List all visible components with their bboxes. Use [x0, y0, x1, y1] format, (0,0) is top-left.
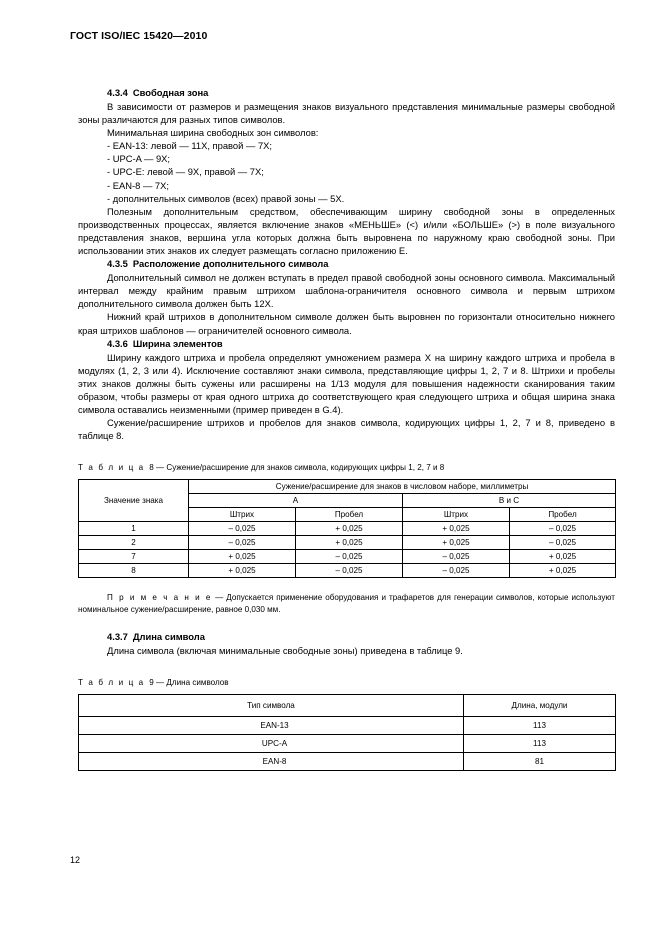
table8: [78, 479, 616, 578]
table-row: [79, 536, 616, 550]
table8-cell-a-bar: – 0,025: [189, 522, 296, 536]
list-item: - UPC-E: левой — 9X, правой — 7X;: [107, 166, 264, 178]
table-row: [79, 753, 616, 771]
section-heading-434: [78, 86, 615, 99]
list-item: - EAN-8 — 7X;: [107, 179, 169, 191]
table8-cell-bc-bar: + 0,025: [403, 536, 510, 550]
table9-cell-length: 113: [464, 717, 616, 735]
table-row: [79, 735, 616, 753]
section-title-436: Ширина элементов: [132, 337, 223, 349]
table8-caption-number: 8: [149, 463, 154, 473]
list-item: - EAN-13: левой — 11X, правой — 7X;: [107, 140, 273, 152]
table8-bc-space-header: Пробел: [510, 508, 616, 522]
table8-cell-a-bar: + 0,025: [189, 564, 296, 578]
table8-cell-bc-bar: – 0,025: [403, 564, 510, 578]
list-item: - дополнительных символов (всех) правой зоны — 5X.: [107, 192, 345, 204]
table8-cell-bc-bar: – 0,025: [403, 550, 510, 564]
table9-caption: [78, 677, 615, 689]
table8-span-header: Сужение/расширение для знаков в числовом наборе, миллиметры: [189, 480, 616, 494]
paragraph-434-1: В зависимости от размеров и размещения знаков визуального представления минимальные размеры свободной зоны различаются для разных типов символов.: [78, 101, 615, 126]
table9-caption-label: Т а б л и ц а: [78, 678, 145, 688]
section-number-435: 4.3.5: [107, 258, 128, 270]
table-row: [79, 550, 616, 564]
page-number: 12: [70, 855, 81, 865]
paragraph-435-1: Дополнительный символ не должен вступать в предел правой свободной зоны основного символа. Максимальный интервал между крайним правым штрихом шаблона-ограничителя основного символа и первым штрихом дополнительного символа должен быть 12X.: [78, 272, 615, 310]
table8-cell-bc-bar: + 0,025: [403, 522, 510, 536]
paragraph-436-2: Сужение/расширение штрихов и пробелов для знаков символа, кодирующих цифры 1, 2, 7 и 8, приведено в таблице 8.: [78, 417, 615, 442]
table9-cell-length: 81: [464, 753, 616, 771]
table8-note: [78, 592, 615, 616]
table8-cell-value: 7: [79, 550, 189, 564]
table8-cell-a-bar: – 0,025: [189, 536, 296, 550]
table8-caption-label: Т а б л и ц а: [78, 463, 145, 473]
paragraph-435-2: Нижний край штрихов в дополнительном символе должен быть выровнен по горизонтали относительно нижнего края штрихов шаблонов — ограничителей основного символа.: [78, 311, 615, 336]
table-row: [79, 717, 616, 735]
table8-group-bc-header: В и С: [403, 494, 616, 508]
table8-cell-bc-space: + 0,025: [510, 550, 616, 564]
table8-cell-bc-space: – 0,025: [510, 536, 616, 550]
table8-cell-bc-space: + 0,025: [510, 564, 616, 578]
section-heading-437: [78, 630, 615, 643]
table9-caption-text: — Длина символов: [156, 678, 229, 688]
paragraph-434-3: Полезным дополнительным средством, обеспечивающим ширину свободной зоны в определенных производственных процессах, является включение знаков «МЕНЬШЕ» (<) и/или «БОЛЬШЕ» (>) в поле визуального представления знаков, вершина угла которых должна быть выровнена по наружному краю свободной зоны. При использовании этих знаков их следует размещать согласно приложению Е.: [78, 205, 615, 257]
table8-cell-a-space: – 0,025: [296, 550, 403, 564]
table8-bc-bar-header: Штрих: [403, 508, 510, 522]
table9-col-type-header: Тип символа: [79, 695, 464, 717]
table8-cell-a-space: + 0,025: [296, 522, 403, 536]
section-title-435: Расположение дополнительного символа: [132, 258, 329, 270]
paragraph-437-1: Длина символа (включая минимальные свободные зоны) приведена в таблице 9.: [107, 645, 463, 657]
table8-cell-a-space: – 0,025: [296, 564, 403, 578]
list-item: - UPC-A — 9X;: [107, 153, 171, 165]
table9-cell-type: EAN-8: [79, 753, 464, 771]
table9-cell-length: 113: [464, 735, 616, 753]
table8-col-value-header: Значение знака: [79, 480, 189, 522]
table8-cell-a-space: + 0,025: [296, 536, 403, 550]
table8-caption: [78, 462, 615, 474]
table8-group-a-header: A: [189, 494, 403, 508]
paragraph-436-1: Ширину каждого штриха и пробела определяют умножением размера X на ширину каждого штриха и пробела в модулях (1, 2, 3 или 4). Исключение составляют знаки символа, представляющие цифры 1, 2, 7 и 8. Штрихи и пробелы этих знаков должны быть сужены или расширены на 1/13 модуля для повышения надежности сканирования таким образом, чтобы размеры от края одного штриха до соответствующего края следующего штриха и общая ширина знака символа оставались неизменными (пример приведен в G.4).: [78, 351, 615, 415]
table-row: [79, 564, 616, 578]
table8-cell-value: 8: [79, 564, 189, 578]
section-number-436: 4.3.6: [107, 337, 128, 349]
table9-header-row: [79, 695, 616, 717]
table9: [78, 694, 616, 771]
table8-a-space-header: Пробел: [296, 508, 403, 522]
section-number-437: 4.3.7: [107, 631, 128, 643]
table8-cell-bc-space: – 0,025: [510, 522, 616, 536]
section-heading-436: [78, 337, 615, 350]
quiet-zone-list: [78, 139, 615, 204]
table8-caption-text: — Сужение/расширение для знаков символа, кодирующих цифры 1, 2, 7 и 8: [156, 463, 445, 473]
table-row: [79, 522, 616, 536]
table9-cell-type: UPC-A: [79, 735, 464, 753]
section-heading-435: [78, 257, 615, 270]
page-header: ГОСТ ISO/IEC 15420—2010: [70, 30, 208, 42]
table8-note-label: П р и м е ч а н и е: [107, 593, 213, 603]
table9-col-length-header: Длина, модули: [464, 695, 616, 717]
section-title-437: Длина символа: [132, 631, 205, 643]
table9-cell-type: EAN-13: [79, 717, 464, 735]
table8-cell-a-bar: + 0,025: [189, 550, 296, 564]
table8-cell-value: 2: [79, 536, 189, 550]
table8-note-text: — Допускается применение оборудования и трафаретов для генерации символов, которые используют номинальное сужение/расширение, равное 0,030 мм.: [78, 593, 616, 615]
table9-caption-number: 9: [149, 678, 154, 688]
paragraph-434-2: Минимальная ширина свободных зон символов:: [107, 127, 319, 139]
table8-header-row-1: [79, 480, 616, 494]
section-title-434: Свободная зона: [132, 87, 209, 98]
table8-a-bar-header: Штрих: [189, 508, 296, 522]
document-body: [78, 86, 615, 771]
table8-cell-value: 1: [79, 522, 189, 536]
section-number-434: 4.3.4: [107, 87, 128, 98]
